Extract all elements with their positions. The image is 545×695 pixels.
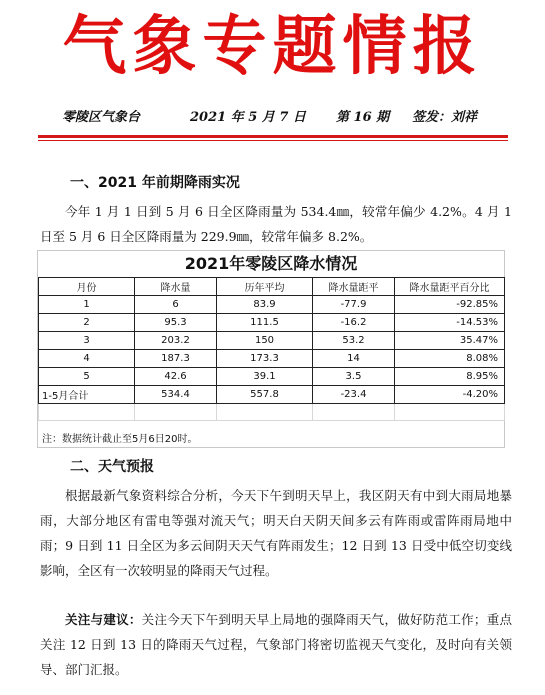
advice-paragraph	[40, 607, 512, 682]
cell-average: 111.5	[217, 314, 313, 332]
masthead-title: 气象专题情报	[62, 10, 483, 84]
cell-anomaly-pct: -14.53%	[395, 314, 505, 332]
signer: 签发：刘祥	[412, 110, 478, 125]
cell-month: 3	[39, 332, 135, 350]
table-empty-row	[39, 404, 505, 421]
cell-anomaly-pct: -4.20%	[395, 386, 505, 404]
col-header-month: 月份	[39, 278, 135, 296]
table-row	[39, 296, 505, 314]
cell-anomaly-pct: 8.08%	[395, 350, 505, 368]
header-rule-thin	[38, 140, 508, 141]
col-header-anomaly-pct: 降水量距平百分比	[395, 278, 505, 296]
issue-date: 2021 年 5 月 7 日	[190, 110, 306, 125]
advice-label: 关注与建议：	[65, 612, 142, 627]
cell-precip: 95.3	[135, 314, 217, 332]
cell-anomaly-pct: 8.95%	[395, 368, 505, 386]
table-row	[39, 368, 505, 386]
cell-month: 5	[39, 368, 135, 386]
cell-precip: 6	[135, 296, 217, 314]
cell-precip: 203.2	[135, 332, 217, 350]
cell-average: 150	[217, 332, 313, 350]
cell-anomaly: -77.9	[313, 296, 395, 314]
cell-month: 1	[39, 296, 135, 314]
precipitation-table	[38, 277, 505, 421]
col-header-anomaly: 降水量距平	[313, 278, 395, 296]
cell-anomaly: -16.2	[313, 314, 395, 332]
section2-heading: 二、天气预报	[70, 459, 154, 475]
cell-anomaly: 3.5	[313, 368, 395, 386]
cell-anomaly-pct: 35.47%	[395, 332, 505, 350]
cell-anomaly: 14	[313, 350, 395, 368]
section2-paragraph: 根据最新气象资料综合分析，今天下午到明天早上，我区阴天有中到大雨局地暴雨，大部分地区有雷电等强对流天气；明天白天阴天间多云有阵雨或雷阵雨局地中雨；9 日到 11 日全区为多云间阴天天气有阵雨发生；12 日到 13 日受中低空切变线影响，全区有一次较明显的降雨天气过程。	[40, 488, 512, 578]
table-row	[39, 350, 505, 368]
cell-month: 4	[39, 350, 135, 368]
publisher: 零陵区气象台	[62, 110, 141, 125]
cell-anomaly: -23.4	[313, 386, 395, 404]
cell-precip: 534.4	[135, 386, 217, 404]
issue-number: 第 16 期	[336, 110, 390, 125]
section1-heading: 一、2021 年前期降雨实况	[70, 175, 240, 191]
table-row	[39, 314, 505, 332]
cell-precip: 187.3	[135, 350, 217, 368]
cell-anomaly: 53.2	[313, 332, 395, 350]
col-header-precip: 降水量	[135, 278, 217, 296]
table-note: 注：数据统计截止至5月6日20时。	[42, 434, 198, 445]
cell-average: 83.9	[217, 296, 313, 314]
table-title: 2021年零陵区降水情况	[184, 254, 358, 273]
table-row-total	[39, 386, 505, 404]
header-rule-thick	[38, 135, 508, 138]
cell-average: 557.8	[217, 386, 313, 404]
section1-paragraph: 今年 1 月 1 日到 5 月 6 日全区降雨量为 534.4㎜，较常年偏少 4.2%。4 月 1 日至 5 月 6 日全区降雨量为 229.9㎜，较常年偏多 8.2%。	[40, 204, 512, 244]
col-header-average: 历年平均	[217, 278, 313, 296]
advice-text: 关注今天下午到明天早上局地的强降雨天气，做好防范工作；重点关注 12 日到 13 日的降雨天气过程，气象部门将密切监视天气变化，及时向有关领导、部门汇报。	[40, 612, 512, 677]
cell-month: 1-5月合计	[39, 386, 135, 404]
cell-precip: 42.6	[135, 368, 217, 386]
cell-month: 2	[39, 314, 135, 332]
precipitation-table-image	[37, 250, 505, 448]
cell-average: 39.1	[217, 368, 313, 386]
cell-average: 173.3	[217, 350, 313, 368]
cell-anomaly-pct: -92.85%	[395, 296, 505, 314]
table-header-row	[39, 278, 505, 296]
table-row	[39, 332, 505, 350]
